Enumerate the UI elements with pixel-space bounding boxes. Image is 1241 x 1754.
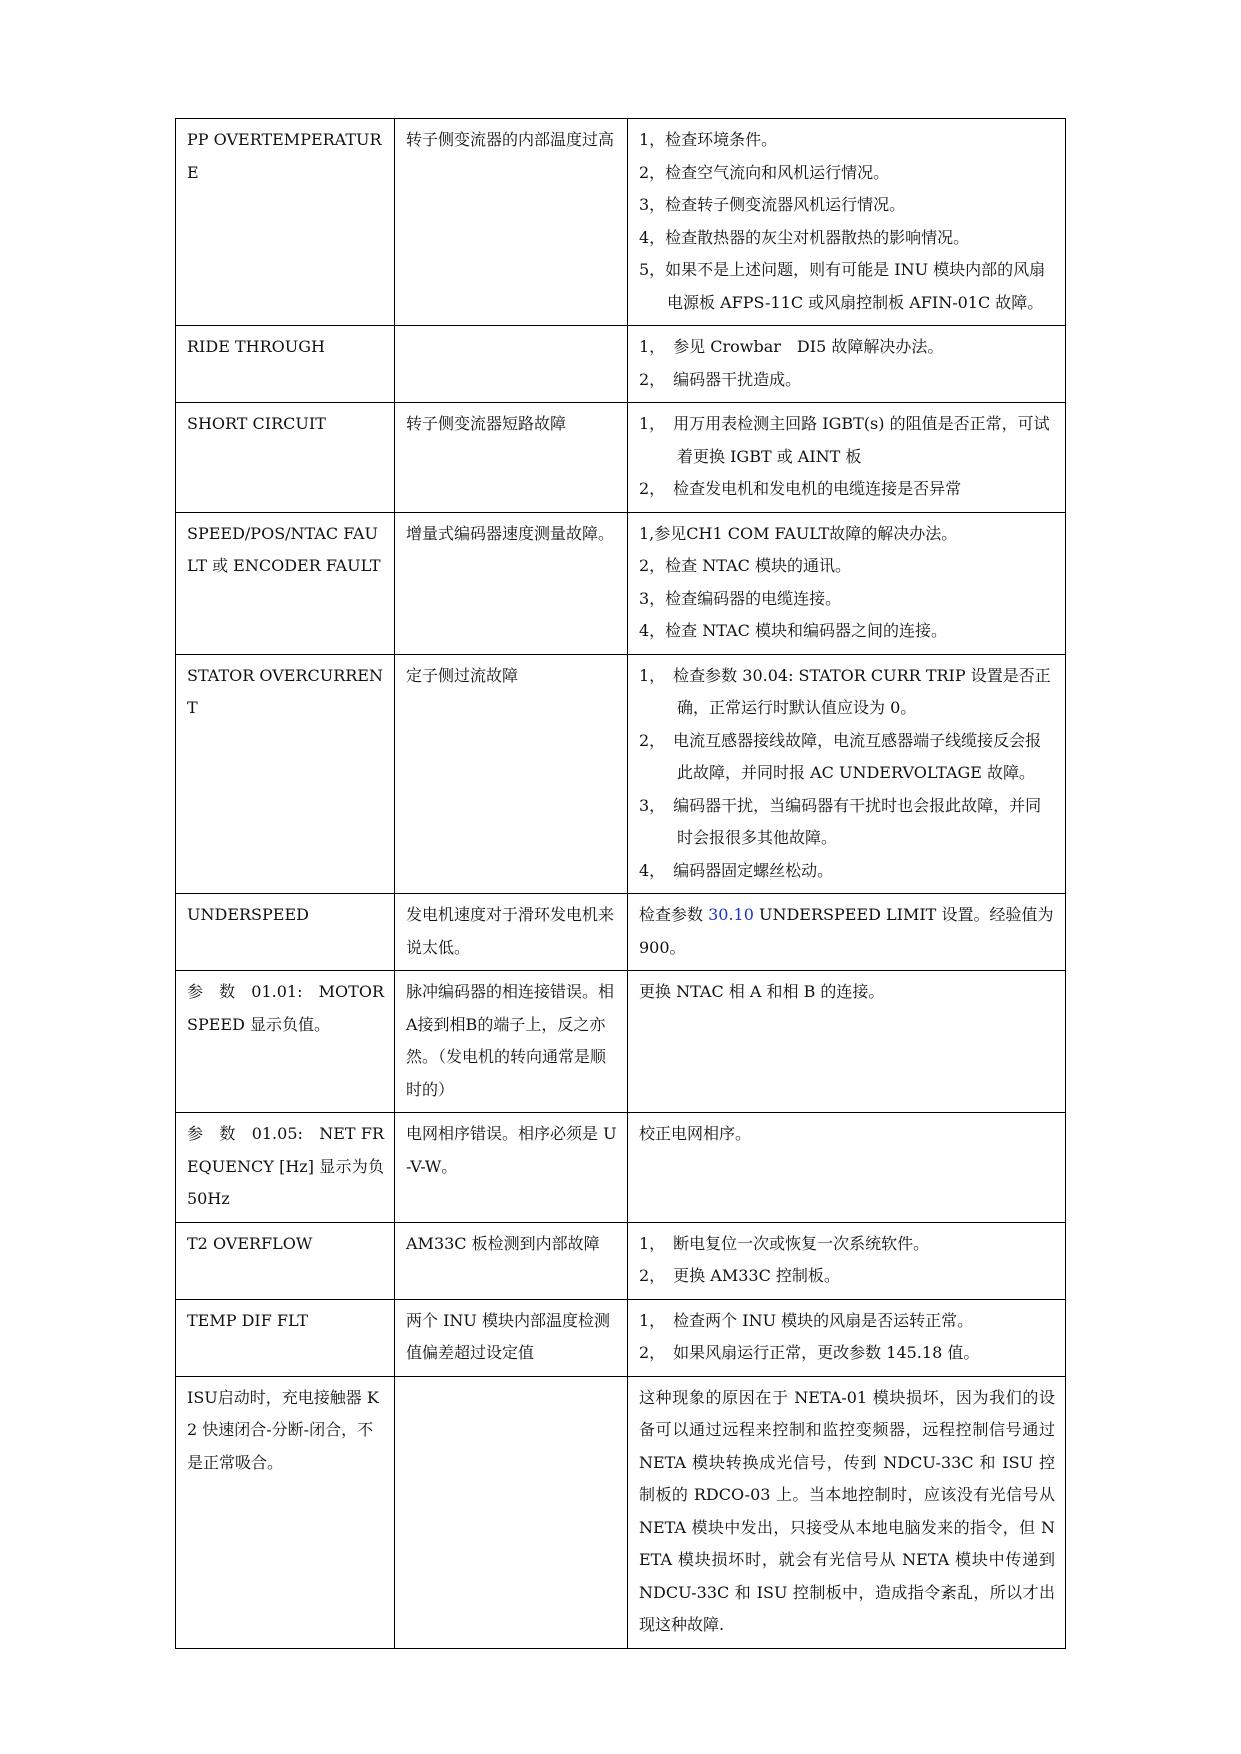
solution-step: 2， 编码器干扰造成。 xyxy=(639,369,802,389)
fault-cause-cell: 电网相序错误。相序必须是 U-V-W。 xyxy=(395,1113,628,1223)
solution-step: 2， 电流互感器接线故障，电流互感器端子线缆接反会报此故障，并同时报 AC UNDERVOLTAGE 故障。 xyxy=(639,730,1042,782)
solution-step: 校正电网相序。 xyxy=(639,1124,752,1143)
solution-step: 1，检查环境条件。 xyxy=(639,130,778,149)
fault-solution-cell xyxy=(628,403,1066,513)
table-row xyxy=(176,326,1066,403)
fault-solution-cell xyxy=(628,1376,1066,1648)
fault-name-cell: ISU启动时，充电接触器 K2 快速闭合-分断-闭合，不是正常吸合。 xyxy=(176,1376,395,1648)
fault-name-cell: 参 数 01.01: MOTOR SPEED 显示负值。 xyxy=(176,971,395,1113)
solution-step: 2， 检查发电机和发电机的电缆连接是否异常 xyxy=(639,479,962,498)
fault-cause-cell: 转子侧变流器短路故障 xyxy=(395,403,628,513)
solution-step: 3， 编码器干扰，当编码器有干扰时也会报此故障，并同时会报很多其他故障。 xyxy=(639,795,1042,847)
fault-solution-cell xyxy=(628,119,1066,326)
table-row xyxy=(176,654,1066,894)
solution-step: 3，检查转子侧变流器风机运行情况。 xyxy=(639,195,906,214)
fault-cause-cell: 转子侧变流器的内部温度过高 xyxy=(395,119,628,326)
fault-troubleshooting-table xyxy=(175,118,1066,1649)
fault-name-cell: SPEED/POS/NTAC FAULT 或 ENCODER FAULT xyxy=(176,512,395,654)
solution-step: 4，检查散热器的灰尘对机器散热的影响情况。 xyxy=(639,227,970,247)
fault-name-cell: T2 OVERFLOW xyxy=(176,1222,395,1299)
fault-cause-cell: 增量式编码器速度测量故障。 xyxy=(395,512,628,654)
fault-solution-cell xyxy=(628,326,1066,403)
table-row xyxy=(176,403,1066,513)
solution-step: 2，检查空气流向和风机运行情况。 xyxy=(639,162,890,182)
table-row xyxy=(176,1299,1066,1376)
solution-step: 1， 用万用表检测主回路 IGBT(s) 的阻值是否正常，可试着更换 IGBT 或 AINT 板 xyxy=(639,414,1050,466)
fault-solution-cell xyxy=(628,1113,1066,1223)
solution-step: 5，如果不是上述问题，则有可能是 INU 模块内部的风扇电源板 AFPS-11C 或风扇控制板 AFIN-01C 故障。 xyxy=(639,260,1046,312)
fault-name-cell: TEMP DIF FLT xyxy=(176,1299,395,1376)
table-row xyxy=(176,1222,1066,1299)
solution-step: 4，检查 NTAC 模块和编码器之间的连接。 xyxy=(639,621,947,640)
fault-solution-cell xyxy=(628,894,1066,971)
fault-name-cell: SHORT CIRCUIT xyxy=(176,403,395,513)
solution-step: 1， 断电复位一次或恢复一次系统软件。 xyxy=(639,1233,930,1253)
fault-cause-cell xyxy=(395,326,628,403)
fault-cause-cell: 发电机速度对于滑环发电机来说太低。 xyxy=(395,894,628,971)
table-row xyxy=(176,894,1066,971)
fault-name-cell: RIDE THROUGH xyxy=(176,326,395,403)
fault-cause-cell: 两个 INU 模块内部温度检测值偏差超过设定值 xyxy=(395,1299,628,1376)
fault-solution-cell xyxy=(628,1299,1066,1376)
solution-step: 2， 如果风扇运行正常，更改参数 145.18 值。 xyxy=(639,1343,980,1362)
fault-cause-cell: AM33C 板检测到内部故障 xyxy=(395,1222,628,1299)
solution-step: 检查参数 30.10 UNDERSPEED LIMIT 设置。经验值为 900。 xyxy=(639,905,1059,957)
fault-cause-cell: 定子侧过流故障 xyxy=(395,654,628,894)
solution-step: 2， 更换 AM33C 控制板。 xyxy=(639,1266,840,1285)
table-row xyxy=(176,1113,1066,1223)
solution-step: 1， 参见 Crowbar DI5 故障解决办法。 xyxy=(639,337,944,356)
fault-solution-cell xyxy=(628,512,1066,654)
solution-step: 1， 检查两个 INU 模块的风扇是否运转正常。 xyxy=(639,1310,974,1330)
solution-step: 2，检查 NTAC 模块的通讯。 xyxy=(639,556,851,575)
fault-name-cell: PP OVERTEMPERATURE xyxy=(176,119,395,326)
fault-cause-cell xyxy=(395,1376,628,1648)
solution-step: 1， 检查参数 30.04: STATOR CURR TRIP 设置是否正确，正常运行时默认值应设为 0。 xyxy=(639,665,1051,717)
table-row xyxy=(176,1376,1066,1648)
solution-step: 1,参见CH1 COM FAULT故障的解决办法。 xyxy=(639,523,958,543)
solution-step: 更换 NTAC 相 A 和相 B 的连接。 xyxy=(639,982,885,1001)
table-row xyxy=(176,512,1066,654)
fault-name-cell: UNDERSPEED xyxy=(176,894,395,971)
parameter-link[interactable]: 30.10 xyxy=(708,905,754,924)
fault-name-cell: 参 数 01.05: NET FREQUENCY [Hz] 显示为负 50Hz xyxy=(176,1113,395,1223)
solution-step: 4， 编码器固定螺丝松动。 xyxy=(639,860,834,880)
fault-solution-cell xyxy=(628,654,1066,894)
table-row xyxy=(176,971,1066,1113)
solution-step: 3，检查编码器的电缆连接。 xyxy=(639,588,842,608)
table-row xyxy=(176,119,1066,326)
fault-cause-cell: 脉冲编码器的相连接错误。相A接到相B的端子上，反之亦然。（发电机的转向通常是顺时的） xyxy=(395,971,628,1113)
fault-solution-cell xyxy=(628,1222,1066,1299)
fault-name-cell: STATOR OVERCURRENT xyxy=(176,654,395,894)
fault-solution-cell xyxy=(628,971,1066,1113)
solution-step: 这种现象的原因在于 NETA-01 模块损坏，因为我们的设备可以通过远程来控制和监控变频器，远程控制信号通过 NETA 模块转换成光信号，传到 NDCU-33C 和 ISU 控制板的 RDCO-03 上。当本地控制时，应该没有光信号从 NETA 模块中发出，只接受从本地电脑发来的指令，但 NETA 模块损坏时，就会有光信号从 NETA 模块中传递到 NDCU-33C 和 ISU 控制板中，造成指令紊乱，所以才出现这种故障. xyxy=(639,1387,1061,1634)
